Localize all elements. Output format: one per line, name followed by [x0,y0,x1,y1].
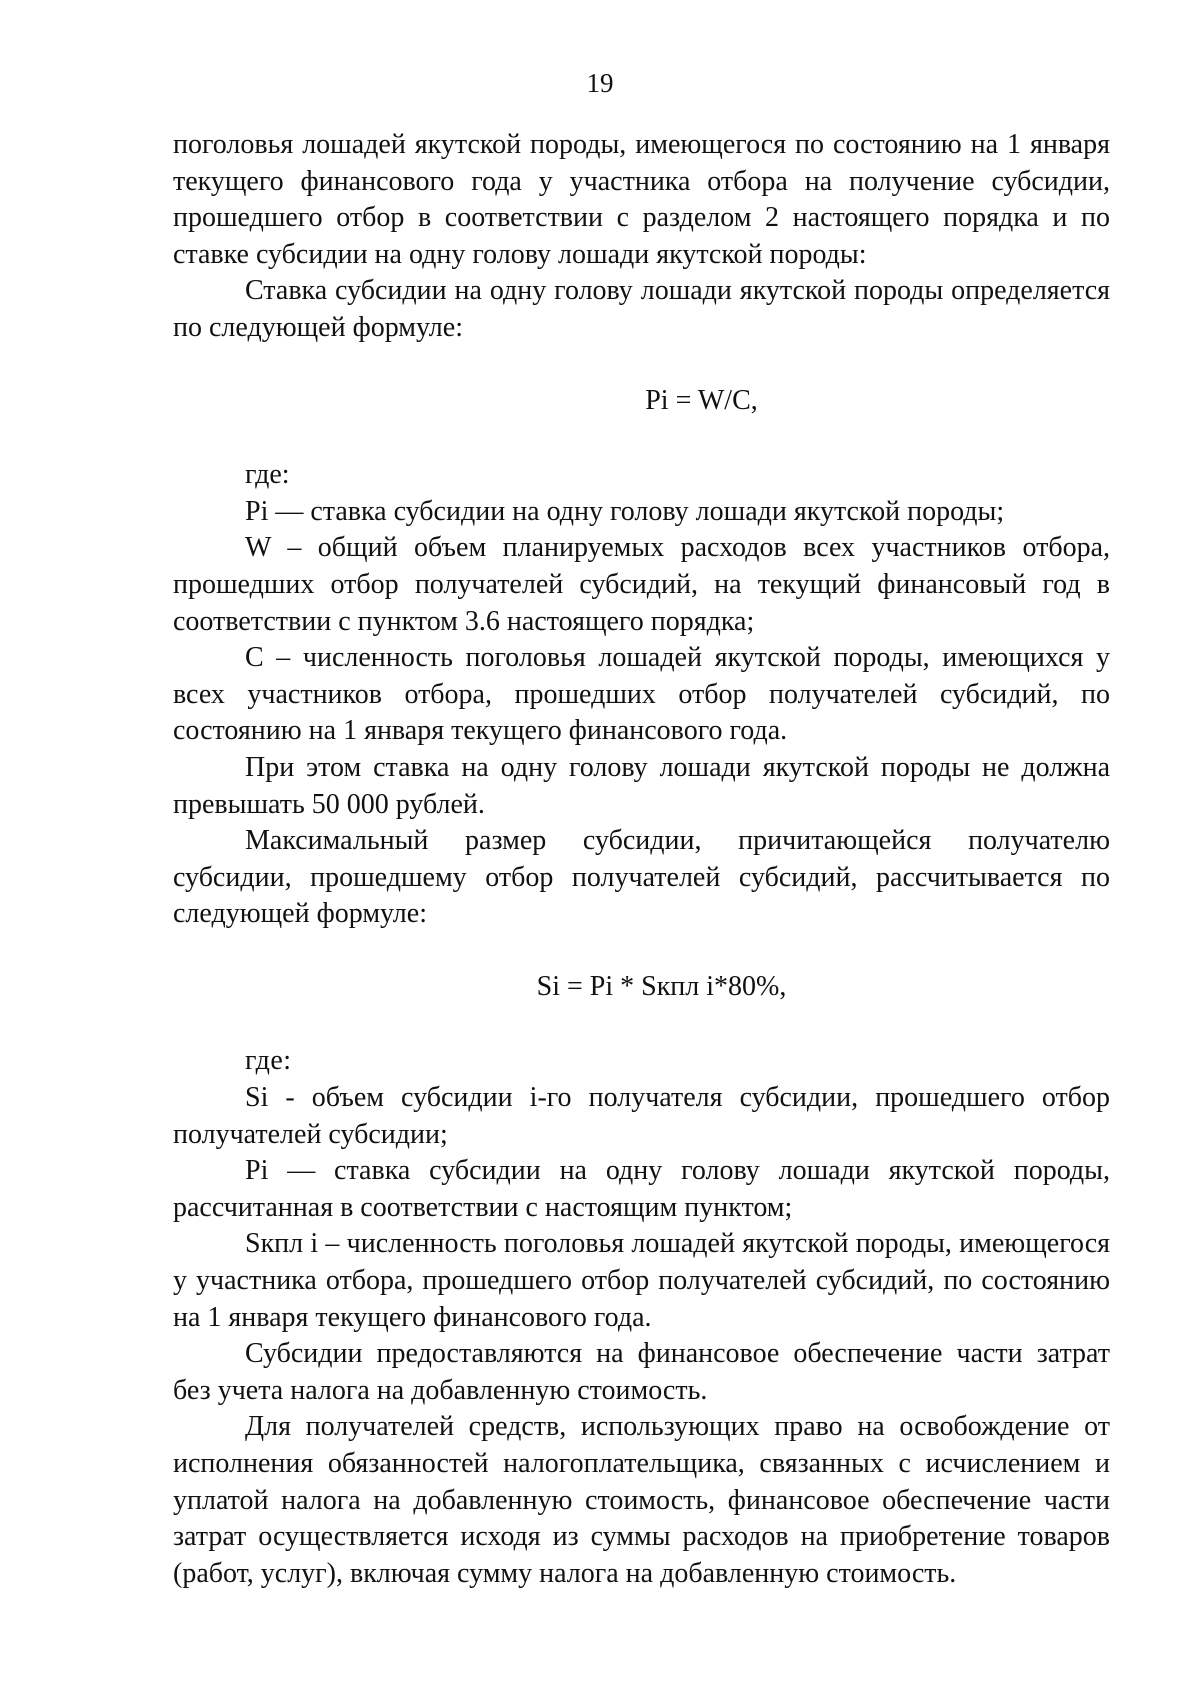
paragraph-vat-exemption: Для получателей средств, использующих право на освобождение от исполнения обязанностей налогоплательщика, связанных с исчислением и уплатой налога на добавленную стоимость, финансовое обеспечение части затрат осуществляется исходя из суммы расходов на приобретение товаров (работ, услуг), включая сумму налога на добавленную стоимость. [173,1411,1110,1589]
paragraph-max-subsidy: Максимальный размер субсидии, причитающейся получателю субсидии, прошедшему отбор получателей субсидий, рассчитывается по следующей формуле: [173,825,1110,930]
where-label-2: где: [245,1045,292,1077]
document-body [173,127,1110,1592]
paragraph-rate-definition: Ставка субсидии на одну голову лошади якутской породы определяется по следующей формуле: [173,275,1110,343]
paragraph-vat: Субсидии предоставляются на финансовое обеспечение части затрат без учета налога на добавленную стоимость. [173,1338,1110,1406]
definition-skpl: Sкпл i – численность поголовья лошадей якутской породы, имеющегося у участника отбора, прошедшего отбор получателей субсидий, по состоянию на 1 января текущего финансового года. [173,1228,1110,1333]
definition-pi-2: Pi — ставка субсидии на одну голову лошади якутской породы, рассчитанная в соответствии с настоящим пунктом; [173,1155,1110,1223]
definition-si: Si - объем субсидии i-го получателя субсидии, прошедшего отбор получателей субсидии; [173,1082,1110,1150]
where-label: где: [245,459,290,491]
definition-c: С – численность поголовья лошадей якутской породы, имеющихся у всех участников отбора, прошедших отбор получателей субсидий, по состоянию на 1 января текущего финансового года. [173,642,1110,747]
paragraph-rate-limit: При этом ставка на одну голову лошади якутской породы не должна превышать 50 000 рублей. [173,751,1110,820]
page-number: 19 [586,68,614,98]
definition-pi: Pi — ставка субсидии на одну голову лошади якутской породы; [245,495,1005,527]
formula-subsidy: Si = Pi * Sкпл i*80%, [536,970,787,1002]
definition-w: W – общий объем планируемых расходов всех участников отбора, прошедших отбор получателей субсидий, на текущий финансовый год в соответствии с пунктом 3.6 настоящего порядка; [173,532,1110,637]
paragraph-continuation: поголовья лошадей якутской породы, имеющегося по состоянию на 1 января текущего финансового года у участника отбора на получение субсидии, прошедшего отбор в соответствии с разделом 2 настоящего порядка и по ставке субсидии на одну голову лошади якутской породы: [173,129,1110,270]
formula-rate: Pi = W/C, [645,384,758,416]
